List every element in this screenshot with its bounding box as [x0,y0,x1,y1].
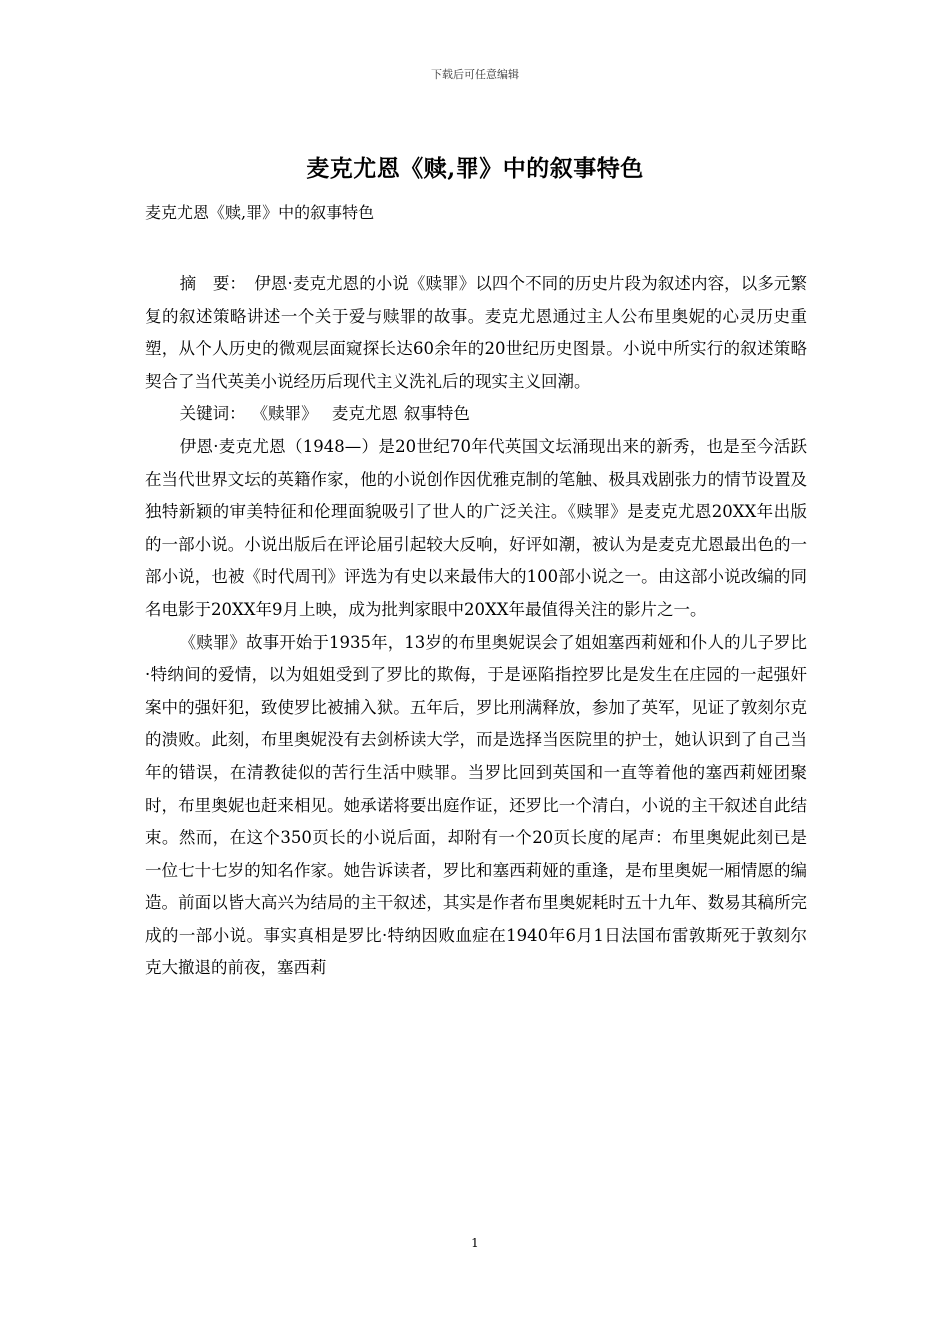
body-paragraph-intro: 伊恩·麦克尤恩（1948—）是20世纪70年代英国文坛涌现出来的新秀，也是至今活跃在当代世界文坛的英籍作家，他的小说创作因优雅克制的笔触、极具戏剧张力的情节设置及独特新颖的审美特征和伦理面貌吸引了世人的广泛关注。《赎罪》是麦克尤恩20XX年出版的一部小说。小说出版后在评论届引起较大反响，好评如潮，被认为是麦克尤恩最出色的一部小说，也被《时代周刊》评选为有史以来最伟大的100部小说之一。由这部小说改编的同名电影于20XX年9月上映，成为批判家眼中20XX年最值得关注的影片之一。 [145,436,807,619]
abstract-label: 摘 要： [179,274,238,293]
abstract-paragraph [145,268,807,398]
abstract-text: 伊恩·麦克尤恩的小说《赎罪》以四个不同的历史片段为叙述内容，以多元繁复的叙述策略讲述一个关于爱与赎罪的故事。麦克尤恩通过主人公布里奥妮的心灵历史重塑，从个人历史的微观层面窥探长达60余年的20世纪历史图景。小说中所实行的叙述策略契合了当代英美小说经历后现代主义洗礼后的现实主义回潮。 [145,274,808,391]
keyword-item: 麦克尤恩 [331,404,398,424]
body-paragraph-plot: 《赎罪》故事开始于1935年，13岁的布里奥妮误会了姐姐塞西莉娅和仆人的儿子罗比·特纳间的爱情，以为姐姐受到了罗比的欺侮，于是诬陷指控罗比是发生在庄园的一起强奸案中的强奸犯，致使罗比被捕入狱。五年后，罗比刑满释放，参加了英军，见证了敦刻尔克的溃败。此刻，布里奥妮没有去剑桥读大学，而是选择当医院里的护士，她认识到了自己当年的错误，在清教徒似的苦行生活中赎罪。当罗比回到英国和一直等着他的塞西莉娅团聚时，布里奥妮也赶来相见。她承诺将要出庭作证，还罗比一个清白，小说的主干叙述自此结束。然而，在这个350页长的小说后面，却附有一个20页长度的尾声：布里奥妮此刻已是一位七十七岁的知名作家。她告诉读者，罗比和塞西莉娅的重逢，是布里奥妮一厢情愿的编造。前面以皆大高兴为结局的主干叙述，其实是作者布里奥妮耗时五十九年、数易其稿所完成的一部小说。事实真相是罗比·特纳因败血症在1940年6月1日法国布雷敦斯死于敦刻尔克大撤退的前夜，塞西莉 [145,632,807,978]
keywords-label: 关键词： [179,404,238,424]
keywords-paragraph [145,398,807,431]
header-note: 下载后可任意编辑 [431,68,519,81]
document-subtitle: 麦克尤恩《赎,罪》中的叙事特色 [145,203,375,222]
document-body [145,268,807,985]
keyword-item: 叙事特色 [403,404,470,424]
keyword-item: 《赎罪》 [259,404,310,424]
page-number: 1 [471,1236,479,1250]
document-title: 麦克尤恩《赎,罪》中的叙事特色 [306,155,644,182]
